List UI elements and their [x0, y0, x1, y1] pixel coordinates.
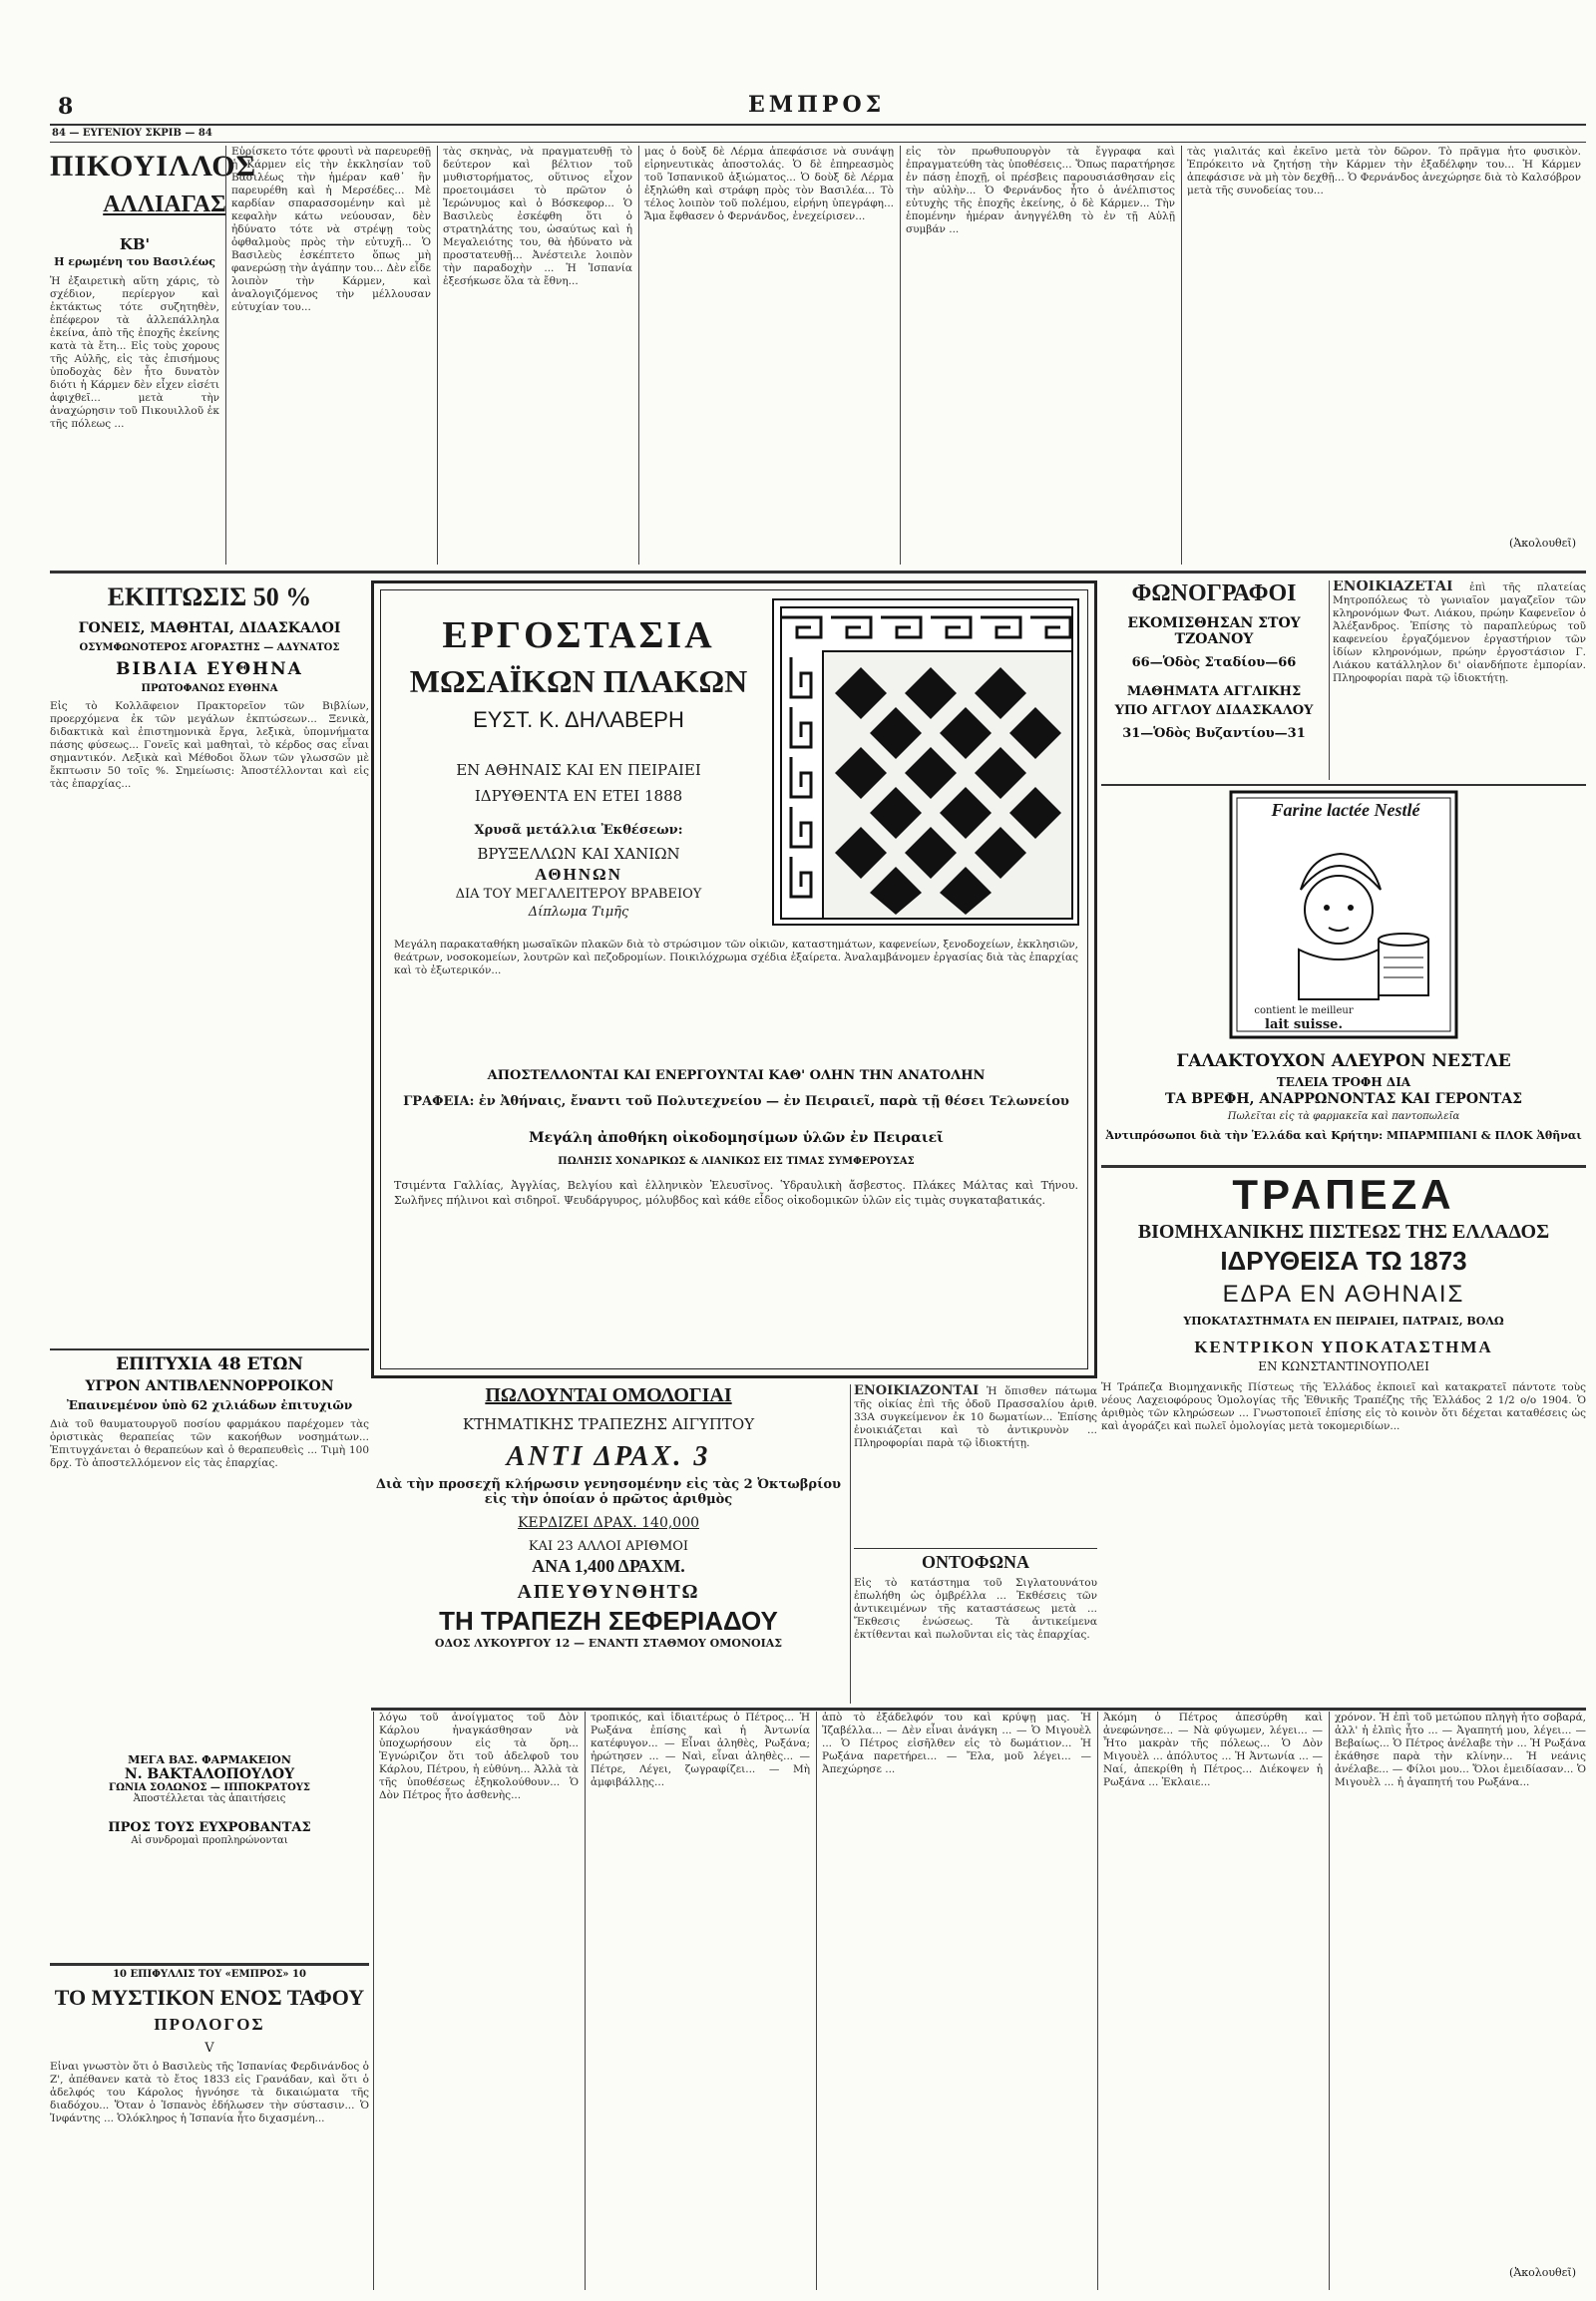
ad-phonograph-line5: 31—Ὁδὸς Βυζαντίου—31: [1122, 726, 1306, 741]
serial-bottom-col5: Ἀκόμη ὁ Πέτρος ἀπεσύρθη καὶ ἀνεφώνησε... — Νὰ φύγωμεν, λέγει... — Ἦτο μακρὰν τῆς πόλεως... Ὁ Δὸν Μιγουὲλ ... ἀπόλυτος ... Ἡ Ἀντωνία ... — Ναί, ἀπεκρίθη ἡ Πέτρος... Διέκοψεν ἡ Ρωξάνα ... Ἐκλαιε...: [1103, 1712, 1323, 1788]
serial-top-author: ΑΛΛΙΑΓΑΣ: [103, 192, 226, 217]
serial-bottom-col2: λόγω τοῦ ἀνοίγματος τοῦ Δὸν Κάρλου ἠναγκάσθησαν νὰ ὑποχωρήσουν εἰς τὰ ὅρη... Ἐγνώριζον ὅτι τοῦ ἀδελφοῦ του Κάρλου, Πέτρου, ἡ εὐθύνη... Ἀλλὰ τὰ τῆς ὑποθέσεως ἐξηκολούθουν... Ὁ Δὸν Πέτρος ἦτο ἀσθενὴς...: [379, 1712, 579, 1801]
nestle-line2: ΤΕΛΕΙΑ ΤΡΟΦΗ ΔΙΑ: [1276, 1075, 1411, 1089]
ad-books-line1: ΓΟΝΕΙΣ, ΜΑΘΗΤΑΙ, ΔΙΔΑΣΚΑΛΟΙ: [78, 620, 341, 636]
serial-top-subtitle: Η ερωμένη του Βασιλέως: [54, 255, 215, 268]
ad-phonograph-line2: 66—Ὁδὸς Σταδίου—66: [1131, 655, 1297, 670]
ad-books-sale: ΕΚΠΤΩΣΙΣ 50 %: [107, 582, 312, 611]
ad-pharmacy-store2: Ν. ΒΑΚΤΑΛΟΠΟΥΛΟΥ: [124, 1766, 295, 1782]
ad-bank-line5: ΚΕΝΤΡΙΚΟΝ ΥΠΟΚΑΤΑΣΤΗΜΑ: [1194, 1338, 1493, 1356]
ad-mosaic-title2: ΜΩΣΑΪΚΩΝ ΠΛΑΚΩΝ: [409, 663, 748, 699]
masthead-title: ΕΜΠΡΟΣ: [748, 92, 886, 118]
ad-rent: [1333, 580, 1586, 780]
ad-phonograph-line1: ΕΚΟΜΙΣΘΗΣΑΝ ΣΤΟΥ ΤΖΟΑΝΟΥ: [1127, 615, 1301, 647]
nestle-illustration: [1229, 790, 1458, 1039]
ad-phonograph-line3: ΜΑΘΗΜΑΤΑ ΑΓΓΛΙΚΗΣ: [1126, 684, 1302, 699]
ad-bonds-title: ΠΩΛΟΥΝΤΑΙ ΟΜΟΛΟΓΙΑΙ: [485, 1384, 732, 1406]
serial-bottom-subtitle: ΠΡΟΛΟΓΟΣ: [154, 2015, 265, 2034]
serial-top-title: ΠΙΚΟΥΙΛΛΟΣ: [50, 150, 257, 183]
serial-bottom-kicker: 10 ΕΠΙΦΥΛΛΙΣ ΤΟΥ «ΕΜΠΡΟΣ» 10: [113, 1969, 306, 1980]
nestle-line5: Ἀντιπρόσωποι διὰ τὴν Ἑλλάδα καὶ Κρήτην: ΜΠΑΡΜΠΙΑΝΙ & ΠΛΟΚ Ἀθῆναι: [1105, 1129, 1582, 1142]
ad-mosaic-cities: ΕΝ ΑΘΗΝΑΙΣ ΚΑΙ ΕΝ ΠΕΙΡΑΙΕΙ: [456, 761, 701, 779]
ad-phonograph-title: ΦΩΝΟΓΡΑΦΟΙ: [1131, 580, 1297, 606]
serial-top-chapter: ΚΒ': [119, 235, 151, 253]
page-number: 8: [58, 94, 74, 120]
ad-bank-body: Ἡ Τράπεζα Βιομηχανικῆς Πίστεως τῆς Ἑλλάδος ἐκποιεῖ καὶ κατακρατεῖ πάντοτε τοὺς νέους Λαχειοφόρους Ὁμολογίας τῆς Ἐθνικῆς Τραπέζης τῆς Ἑλλάδος 2 1/2 ο/ο 1904. Ὁ ἀριθμὸς τῶν κληρώσεων ... Γνωστοποιεῖ ἐπίσης εἰς τὸ κοινὸν ὅτι δέχεται καταθέσεις ὡς καὶ ἀγοράζει καὶ πωλεῖ ὁμολογίας μετὰ τοκομεριδίων...: [1101, 1381, 1586, 1432]
masthead-caption: 84 — ΕΥΓΕΝΙΟΥ ΣΚΡΙΒ — 84: [52, 128, 212, 139]
mosaic-tile-illustration: [771, 597, 1080, 927]
nestle-tin-text2: lait suisse.: [1265, 1017, 1343, 1032]
serial-top-col5: εἰς τὸν πρωθυπουργὸν τὰ ἔγγραφα καὶ ἐπραγματεύθη τὰς ὑποθέσεις... Ὅπως παρατήρησε ἐν πάσῃ ἐποχῇ, οἱ πρέσβεις παρουσιάσθησαν εἰς τὴν αὐλὴν... Ὁ Φερνάνδος ἦτο ὁ ἀνέλπιστος εὐτυχὴς τῆς ἐποχῆς ἐκείνης, ὁ δὲ Κάρμεν... Τὴν ἑπομένην ἡμέραν ἀνηγγέλθη τὸ ἐν τῇ Αὐλῇ συμβάν ...: [906, 146, 1175, 235]
ad-mosaic: [371, 580, 1097, 1378]
serial-bottom-col1: Εἶναι γνωστὸν ὅτι ὁ Βασιλεὺς τῆς Ἰσπανίας Φερδινάνδος ὁ Ζ', ἀπέθανεν κατὰ τὸ ἔτος 1833 εἰς Γρανάδαν, καὶ ὅτι ὁ ἀδελφός του Κάρολος ἠγνόησε τὰ δικαιώματα τῆς διαδόχου... Ὅταν ὁ Ἰσπανὸς ἐδήλωσεν τὴν σύστασιν... Ὁ Ἰνφάντης ... Ὁλόκληρος ἡ Ἰσπανία ἦτο διχασμένη...: [50, 2061, 369, 2124]
ad-bank: [1101, 1171, 1586, 1710]
serial-bottom-col3: τροπικός, καὶ ἰδιαιτέρως ὁ Πέτρος... Ἡ Ρωξάνα ἐπίσης καὶ ἡ Ἀντωνία κατέφυγον... — Εἶναι ἀληθὲς, Ρωξάνα; ἠρώτησεν ... — Ναὶ, εἶναι ἀληθὲς... — Πέτρε, Λέγει, ζωγραφίζει... — Μὴ ἀμφιβάλλῃς...: [591, 1712, 810, 1788]
ad-mosaic-owner: ΕΥΣΤ. Κ. ΔΗΛΑΒΕΡΗ: [473, 707, 684, 732]
ad-pharmacy-line2: Ἐπαινεμένον ὑπὸ 62 χιλιάδων ἐπιτυχιῶν: [66, 1398, 353, 1412]
ad-phonograph: [1101, 580, 1327, 780]
ad-mosaic-exhibitions: ΒΡΥΞΕΛΛΩΝ ΚΑΙ ΧΑΝΙΩΝ: [477, 845, 680, 863]
ad-bonds-win: ΚΕΡΔΙΖΕΙ ΔΡΑΧ. 140,000: [517, 1515, 700, 1531]
ad-mosaic-depot: Μεγάλη ἀποθήκη οἰκοδομησίμων ὑλῶν ἐν Πειραιεῖ: [529, 1130, 944, 1146]
masthead: [50, 92, 1586, 126]
ad-rent2: [854, 1384, 1097, 1544]
serial-top-col1: Ἡ ἐξαιρετικὴ αὕτη χάρις, τὸ σχέδιον, περίεργον καὶ ἐκτάκτως τότε συζητηθὲν, ἐπέφερον τὰ ἀλλεπάλληλα ἐκείνα, ἀπὸ τῆς ἐποχῆς ἐκείνης κατὰ τὰ ἔτη... Εἰς τοὺς χορους τῆς Αὐλῆς, εἰς τὰς ἐπισήμους ὑποδοχὰς δὲν ἦτο δυνατὸν διότι ἡ Κάρμεν δὲν εἶχεν εἰσέτι ἀφιχθεῖ... μετὰ τὴν ἀναχώρησιν τοῦ Πικουιλλοῦ ἐκ τῆς πόλεως ...: [50, 275, 219, 430]
ad-nestle: [1101, 790, 1586, 1161]
serial-top-continued: (Ἀκολουθεῖ): [1509, 537, 1576, 550]
ad-bank-line1: ΒΙΟΜΗΧΑΝΙΚΗΣ ΠΙΣΤΕΩΣ ΤΗΣ ΕΛΛΑΔΟΣ: [1137, 1221, 1550, 1243]
nestle-brand: Farine lactée Nestlé: [1271, 800, 1420, 820]
serial-bottom-continued: (Ἀκολουθεῖ): [1509, 2266, 1576, 2279]
serial-bottom-col6: χρόνον. Ἡ ἐπὶ τοῦ μετώπου πληγὴ ἦτο σοβαρά, ἀλλ' ἡ ἐλπὶς ἦτο ... — Ἀγαπητή μου, λέγει... — Βεβαίως... Ὁ Πέτρος ἀνέλαβε τὴν ... Ἡ Ρωξάνα ἐκάθησε παρὰ τὴν κλίνην... Ἡ νεάνις ἀνέλαβε... — Φίλοι μου... Ὅλοι ἐμειδίασαν... Ὁ Μιγουὲλ ... ἡ ἀγαπητή του Ρωξάνα...: [1335, 1712, 1586, 1788]
ad-bonds-line3: ΚΑΙ 23 ΑΛΛΟΙ ΑΡΙΘΜΟΙ: [528, 1539, 689, 1554]
ad-bonds-line7: ΟΔΟΣ ΛΥΚΟΥΡΓΟΥ 12 — ΕΝΑΝΤΙ ΣΤΑΘΜΟΥ ΟΜΟΝΟΙΑΣ: [434, 1637, 783, 1650]
ad-mosaic-sells: ΠΩΛΗΣΙΣ ΧΟΝΔΡΙΚΩΣ & ΛΙΑΝΙΚΩΣ ΕΙΣ ΤΙΜΑΣ ΣΥΜΦΕΡΟΥΣΑΣ: [558, 1156, 915, 1167]
ad-rent-title: ΕΝΟΙΚΙΑΖΕΤΑΙ: [1333, 580, 1453, 594]
serial-bottom-numeral: V: [204, 2041, 214, 2056]
ad-bonds-line1: ΚΤΗΜΑΤΙΚΗΣ ΤΡΑΠΕΖΗΣ ΑΙΓΥΠΤΟΥ: [462, 1415, 755, 1433]
nestle-line1: ΓΑΛΑΚΤΟΥΧΟΝ ΑΛΕΥΡΟΝ ΝΕΣΤΛΕ: [1176, 1051, 1511, 1071]
serial-bottom-col4: ἀπὸ τὸ ἐξάδελφόν του καὶ κρύψῃ μας. Ἡ Ἰζαβέλλα... — Δὲν εἶναι ἀνάγκη ... — Ὁ Μιγουὲλ ... Ὁ Πέτρος εἰσῆλθεν εἰς τὸ δωμάτιον... Ἡ Ρωξάνα παρετήρει... — Ἔλα, μοῦ λέγει... — Ἀπεχώρησε ...: [822, 1712, 1091, 1775]
ad-pharmacy-bottom1: ΠΡΟΣ ΤΟΥΣ ΕΥΧΡΟΒΑΝΤΑΣ: [108, 1820, 311, 1835]
ad-mosaic-title1: ΕΡΓΟΣΤΑΣΙΑ: [442, 614, 715, 656]
ad-pharmacy-title: ΕΠΙΤΥΧΙΑ 48 ΕΤΩΝ: [116, 1354, 303, 1374]
ad-books-line3: ΒΙΒΛΙΑ ΕΥΘΗΝΑ: [116, 659, 303, 679]
ad-mosaic-medals: Χρυσᾶ μετάλλια Ἐκθέσεων:: [474, 823, 683, 838]
ad-bonds-line6: ΤΗ ΤΡΑΠΕΖΗ ΣΕΦΕΡΙΑΔΟΥ: [439, 1606, 778, 1636]
ad-mosaic-shipping: ΑΠΟΣΤΕΛΛΟΝΤΑΙ ΚΑΙ ΕΝΕΡΓΟΥΝΤΑΙ ΚΑΘ' ΟΛΗΝ ΤΗΝ ΑΝΑΤΟΛΗΝ: [487, 1068, 986, 1083]
serial-top-col3: τὰς σκηνὰς, νὰ πραγματευθῇ τὸ δεύτερον καὶ βέλτιον τοῦ μυθιστορήματος, οὕτινος εἶχον προετοιμάσει τὸ πρῶτον ὁ Ἰερώνυμος καὶ ὁ Βόσκεφορ... Ὁ Βασιλεὺς ἐσκέφθη ὅτι ὁ στρατηλάτης του, ὡσαύτως καὶ ἡ Μεγαλειότης του, θὰ ἠδύνατο νὰ προστατευθῇ... Ἀνέστειλε λοιπὸν τὴν παραδοχὴν ... Ἡ Ἰσπανία ἐξεσήκωσε ὅλα τὰ ἔθνη...: [443, 146, 632, 287]
ad-mosaic-body2: Τσιμέντα Γαλλίας, Ἀγγλίας, Βελγίου καὶ ἑλληνικὸν Ἐλευσῖνος. Ὑδραυλικὴ ἄσβεστος. Πλάκες Μάλτας καὶ Τήνου. Σωλῆνες πήλινοι καὶ σιδηροῖ. Ψευδάργυρος, μόλυβδος καὶ κάθε εἶδος οἰκοδομικῶν ὑλῶν εἰς τιμὰς συγκαταβατικάς.: [394, 1179, 1078, 1207]
ad-bank-title: ΤΡΑΠΕΖΑ: [1232, 1171, 1455, 1218]
ad-books-line2: ΟΣΥΜΦΩΝΟΤΕΡΟΣ ΑΓΟΡΑΣΤΗΣ — ΑΔΥΝΑΤΟΣ: [79, 642, 340, 653]
ad-bonds: [371, 1384, 846, 1704]
ad-pharmacy-store4: Ἀποστέλλεται τὰς ἀπαιτήσεις: [133, 1793, 286, 1804]
ad-phonograph-line4: ΥΠΟ ΑΓΓΛΟΥ ΔΙΔΑΣΚΑΛΟΥ: [1114, 703, 1314, 718]
ad-rent-body: ἐπὶ τῆς πλατείας Μητροπόλεως τὸ γωνιαῖον μαγαζεῖον τῶν κληρονόμων Φωτ. Λιάκου, πρώην Καφενεῖον ὁ Ἀλέξανδρος. Ἐπίσης τὸ παραπλεύρως τοῦ καφενείου ἐργαζόμενον ἐργαστήριον τῶν ἰδίων κληρονόμων, πρώην ἐργοστάσιον Γ. Λιάκου κατάλληλον δι' οἱανδήποτε ἐμπορίαν. Πληροφορίαι παρὰ τῷ ἰδιοκτήτῃ.: [1333, 581, 1586, 684]
ad-pharmacy-store1: ΜΕΓΑ ΒΑΣ. ΦΑΡΜΑΚΕΙΟΝ: [128, 1753, 291, 1766]
ad-mosaic-founded: ΙΔΡΥΘΕΝΤΑ ΕΝ ΕΤΕΙ 1888: [474, 787, 683, 805]
ad-bank-line2: ΙΔΡΥΘΕΙΣΑ ΤΩ 1873: [1220, 1246, 1467, 1276]
ad-bank-line4: ΥΠΟΚΑΤΑΣΤΗΜΑΤΑ ΕΝ ΠΕΙΡΑΙΕΙ, ΠΑΤΡΑΙΣ, ΒΟΛΩ: [1183, 1315, 1504, 1328]
serial-bottom: [50, 1712, 1586, 2300]
ad-pharmacy-line1: ΥΓΡΟΝ ΑΝΤΙΒΛΕΝΝΟΡΡΟΙΚΟΝ: [85, 1378, 334, 1394]
ad-mosaic-diploma: Δίπλωμα Τιμῆς: [528, 905, 629, 920]
ad-mosaic-offices: ΓΡΑΦΕΙΑ: ἐν Ἀθήναις, ἔναντι τοῦ Πολυτεχνείου — ἐν Πειραιεῖ, παρὰ τῇ θέσει Τελωνείου: [403, 1094, 1069, 1109]
ad-bonds-line5: ΑΠΕΥΘΥΝΘΗΤΩ: [517, 1581, 700, 1603]
serial-bottom-title: ΤΟ ΜΥΣΤΙΚΟΝ ΕΝΟΣ ΤΑΦΟΥ: [54, 1985, 365, 2010]
ad-pharmacy-bottom2: Αἱ συνδρομαὶ προπληρώνονται: [131, 1835, 288, 1846]
ad-bonds-line4: ΑΝΑ 1,400 ΔΡΑΧΜ.: [532, 1556, 685, 1576]
ad-pharmacy-body: Διὰ τοῦ θαυματουργοῦ ποσίου φαρμάκου παρέχομεν τὰς ὁριστικὰς θεραπείας τῶν κακοήθων νοσημάτων... Ἐπιτυγχάνεται ὁ θεραπεύων καὶ ὁ θεραπευθεὶς ... Τιμὴ 100 δρχ. Τὸ ἀποστελλόμενον εἰς τὰς ἐπαρχίας.: [50, 1418, 369, 1469]
ad-mosaic-athens: ΑΘΗΝΩΝ: [535, 865, 622, 884]
ad-bonds-price: ΑΝΤΙ ΔΡΑΧ. 3: [506, 1441, 711, 1472]
ad-mosaic-grand-prix: ΔΙΑ ΤΟΥ ΜΕΓΑΛΕΙΤΕΡΟΥ ΒΡΑΒΕΙΟΥ: [455, 887, 702, 902]
ad-rent2-title: ΕΝΟΙΚΙΑΖΟΝΤΑΙ: [854, 1384, 980, 1398]
ad-bank-line6: ΕΝ ΚΩΝΣΤΑΝΤΙΝΟΥΠΟΛΕΙ: [1258, 1359, 1429, 1373]
nestle-line4: Πωλεῖται εἰς τὰ φαρμακεῖα καὶ παντοπωλεῖα: [1227, 1111, 1460, 1122]
serial-top-col6: τὰς γιαλιτάς καὶ ἐκεῖνο μετὰ τὸν δῶρον. Τὸ πρᾶγμα ἦτο φυσικὸν. Ἐπρόκειτο νὰ ζητήσῃ τὴν Κάρμεν τὴν ἐξαδέλφην του... Ἡ Κάρμεν ἀπεφάσισε νὰ μὴ τὸν δεχθῇ... Ὁ Φερνάνδος ἀνεχώρησε διὰ τὸ Καλσόβρον μετὰ τῆς συνοδείας του...: [1187, 146, 1581, 196]
ad-pharmacy-store3: ΓΩΝΙΑ ΣΟΛΩΝΟΣ — ΙΠΠΟΚΡΑΤΟΥΣ: [109, 1782, 310, 1793]
ad-lost-body: Εἰς τὸ κατάστημα τοῦ Σιγλατουνάτου ἐπωλήθη ὡς ὀμβρέλλα ... Ἐκθέσεις τῶν ἀντικειμένων τῆς καταστάσεως μετὰ ... Ἔκθεσις ἑνώσεως. Τὰ ἀντικείμενα ἐκτίθενται καὶ πωλοῦνται εἰς τὰς ἐπαρχίας.: [854, 1577, 1097, 1641]
ad-bank-line3: ΕΔΡΑ ΕΝ ΑΘΗΝΑΙΣ: [1222, 1281, 1465, 1308]
serial-top: [50, 146, 1586, 565]
ad-lost-title: ΟΝΤΟΦΩΝΑ: [921, 1552, 1030, 1572]
ad-books-body: Εἰς τὸ Κολλᾶφειον Πρακτορεῖον τῶν Βιβλίων, προερχόμενα ἐκ τῶν μεγάλων ἐκπτώσεων... Ξενικὰ, διδακτικὰ καὶ ἐπιστημονικὰ ἔργα, λεξικὰ, ὑπομνήματα πάσης φύσεως... Γονεῖς καὶ μαθηταὶ, τὸ κέρδος σας εἶναι σημαντικόν. Λεξικὰ καὶ Μέθοδοι ὅλων τῶν γλωσσῶν μὲ ἔκπτωσιν 50 τοῖς %. Σημείωσις: Ἀποστέλλονται καὶ εἰς τὰς ἐπαρχίας...: [50, 700, 369, 790]
serial-top-col4: μας ὁ δοὺξ δὲ Λέρμα ἀπεφάσισε νὰ συνάψῃ εἰρηνευτικὰς ἀποστολάς. Ὁ δὲ ἐπηρεασμὸς τοῦ Ἰσπανικοῦ ἀξιώματος... Ὁ δοὺξ δὲ Λέρμα ἐξηλώθη καὶ στράφη πρὸς τὸν Βασιλέα... Τὸ τέλος λοιπὸν τοῦ πολέμου, εἰρήνη ὑπεγράφη... Ἄμα ἔφθασεν ὁ Φερνάνδος, ἐνεχείρισεν...: [644, 146, 894, 222]
nestle-tin-text: contient le meilleur: [1254, 1005, 1354, 1016]
ad-books: [50, 578, 369, 1346]
ad-bonds-line2: Διὰ τὴν προσεχῆ κλήρωσιν γενησομένην εἰς τὰς 2 Ὀκτωβρίου εἰς τὴν ὁποίαν ὁ πρῶτος ἀριθμὸς: [375, 1477, 842, 1507]
nestle-line3: ΤΑ ΒΡΕΦΗ, ΑΝΑΡΡΩΝΟΝΤΑΣ ΚΑΙ ΓΕΡΟΝΤΑΣ: [1165, 1091, 1522, 1107]
ad-rent2-body: Ἡ ὅπισθεν πάτωμα τῆς οἰκίας ἐπὶ τῆς ὁδοῦ Πρασσαλίου ἀριθ. 33Α συγκείμενον ἐκ 10 δωματίων... Ἐπίσης ἐνοικιάζεται καὶ τὸ ἀντικρυνὸν ... Πληροφορίαι παρὰ τῷ ἰδιοκτήτῃ.: [854, 1385, 1097, 1449]
ad-mosaic-body: Μεγάλη παρακαταθήκη μωσαϊκῶν πλακῶν διὰ τὸ στρώσιμον τῶν οἰκιῶν, καταστημάτων, καφενείων, ξενοδοχείων, ἐκκλησιῶν, θεάτρων, νοσοκομείων, λουτρῶν καὶ πεζοδρομίων. Ποικιλόχρωμα σχέδια ἐξαίρετα. Ἀναλαμβάνομεν ἐργασίας διὰ τὰς ἐπαρχίας καὶ τὸ ἐξωτερικόν...: [394, 939, 1078, 976]
serial-top-col2: Εὑρίσκετο τότε φρουτὶ νὰ παρευρεθῇ ἡ Κάρμεν εἰς τὴν ἐκκλησίαν τοῦ Βασιλέως τὴν ἡμέραν καθ᾽ ἣν παρευρέθη καὶ ἡ Μερσέδες... Μὲ καρδίαν σπαρασσομένην καὶ μὲ κεφαλὴν κάτω νεύουσαν, δὲν ἠδύνατο τότε νὰ στρέψῃ τοὺς ὀφθαλμοὺς πρὸς τὴν εὐτυχῆ... Ὁ Βασιλεὺς ἐσκέπτετο ὅπως μὴ φανερώσῃ τὴν ἀγάπην του... Δὲν εἶδε λοιπὸν τὴν Κάρμεν, καὶ ἀναλογιζόμενος τὴν μέλλουσαν εὐτυχίαν του...: [231, 146, 431, 313]
ad-books-line4: ΠΡΩΤΟΦΑΝΩΣ ΕΥΘΗΝΑ: [141, 683, 278, 694]
ad-lost: [854, 1552, 1097, 1704]
